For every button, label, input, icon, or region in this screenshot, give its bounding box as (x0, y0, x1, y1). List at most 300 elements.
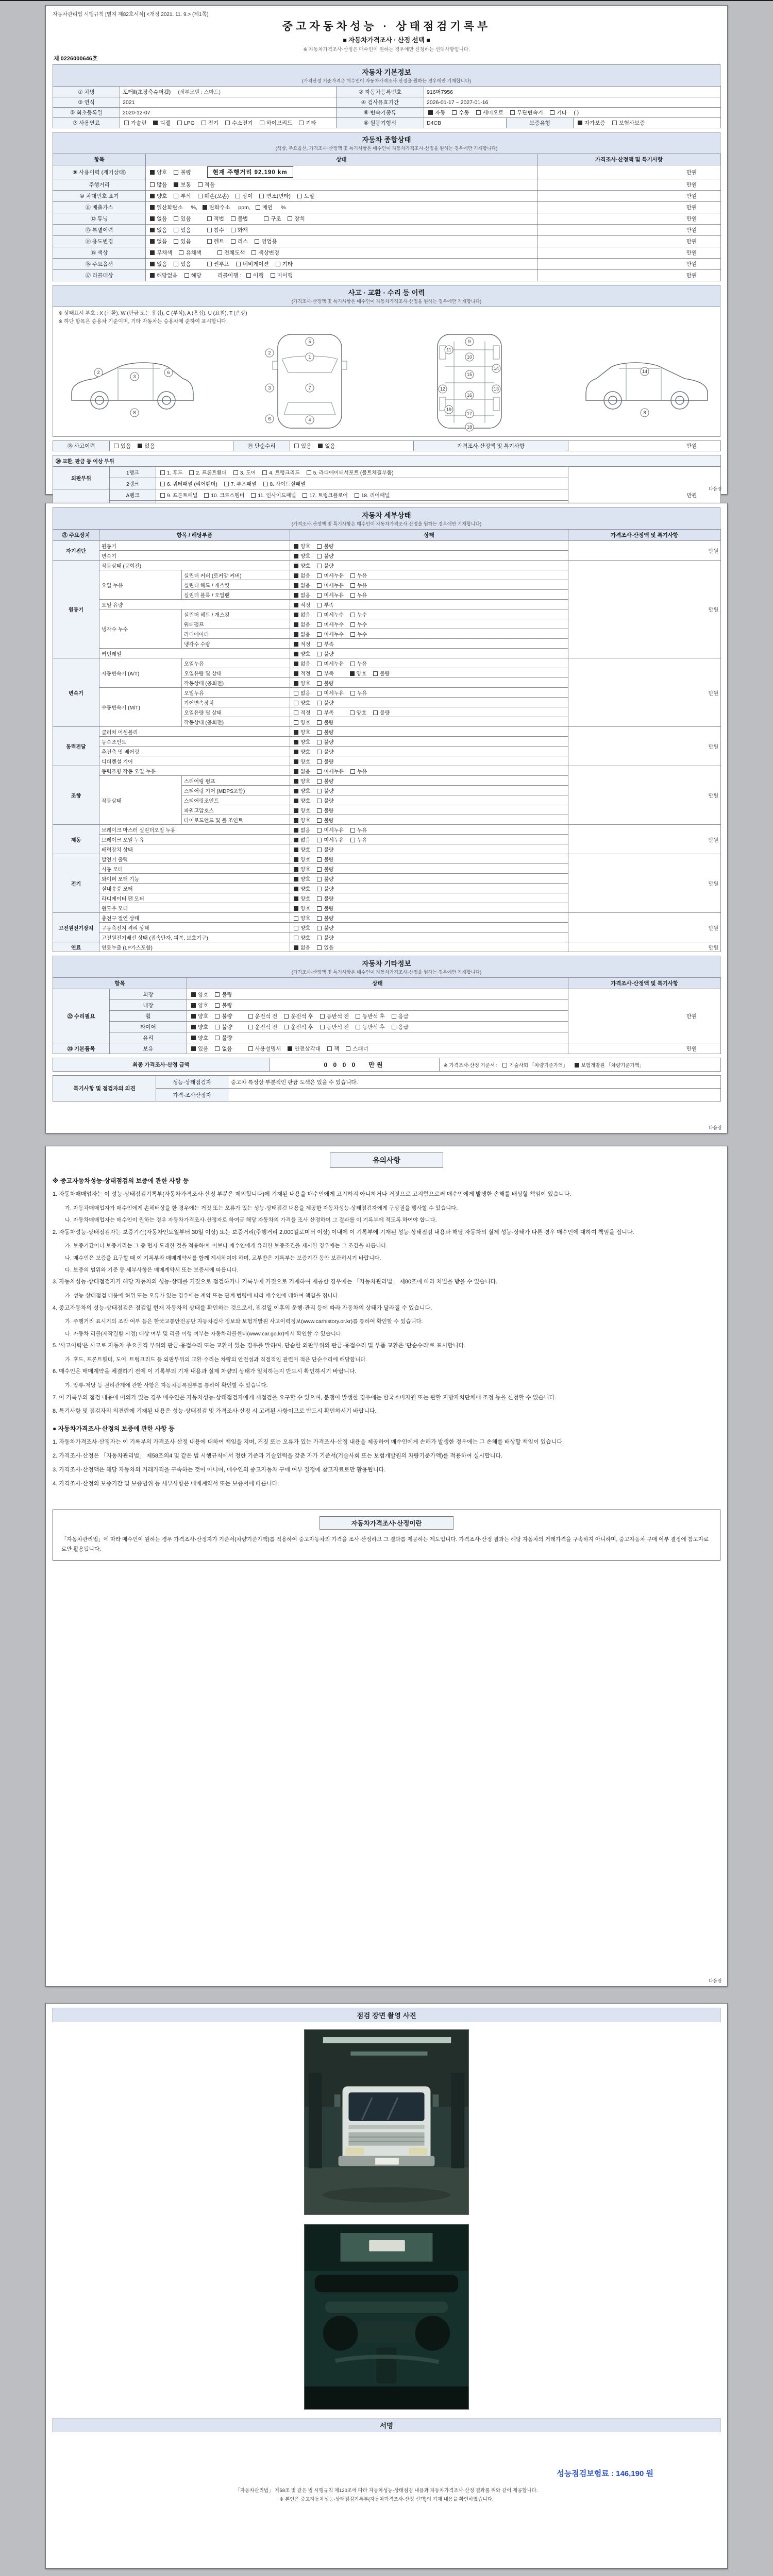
checkbox[interactable] (317, 877, 322, 882)
checkbox[interactable] (225, 121, 230, 125)
checkbox-label: 양호 (300, 808, 311, 814)
checkbox[interactable] (294, 554, 298, 558)
checkbox[interactable] (248, 1025, 253, 1029)
price-cell: 만원 (537, 165, 721, 179)
checkbox[interactable] (207, 239, 212, 244)
page-sheet-3 (45, 1146, 728, 1987)
checkbox[interactable] (271, 273, 275, 278)
checkbox[interactable] (294, 769, 298, 774)
checkbox[interactable] (160, 470, 165, 475)
item-cell: 고전원전기배선 상태 (접속단자, 피복, 보호기구) (99, 933, 290, 942)
checkbox[interactable] (294, 750, 298, 754)
checkbox[interactable] (327, 1046, 332, 1051)
final-price-note (440, 1058, 721, 1072)
row-label: ⑫ 튜닝 (53, 213, 146, 225)
checkbox[interactable] (150, 182, 155, 187)
checkbox[interactable] (476, 110, 481, 115)
checkbox-label: 기타 (556, 110, 567, 116)
checkbox[interactable] (317, 652, 322, 656)
part-cell: 오일누유 (182, 688, 290, 698)
checkbox[interactable] (317, 848, 322, 852)
checkbox-label: 미세누수 (324, 632, 344, 638)
price-cell: 만원 (537, 179, 721, 191)
item-cell: 와이퍼 모터 기능 (99, 874, 290, 884)
checkbox[interactable] (317, 642, 322, 647)
checkbox[interactable] (150, 262, 155, 266)
checkbox[interactable] (284, 1014, 289, 1019)
checkbox[interactable] (294, 916, 298, 921)
checkbox[interactable] (160, 493, 165, 498)
checkbox[interactable] (317, 936, 322, 940)
checkbox[interactable] (318, 444, 323, 448)
item-cell: 오일 누유 (99, 570, 182, 600)
checkbox[interactable] (307, 470, 311, 475)
checkbox[interactable] (294, 613, 298, 617)
checkbox[interactable] (255, 239, 259, 244)
checkbox[interactable] (189, 470, 194, 475)
checkbox[interactable] (294, 720, 298, 725)
state-cell (290, 707, 568, 717)
notice-heading-pricing: ● 자동차가격조사·산정의 보증에 관한 사항 등 (53, 1425, 175, 1433)
checkbox-label: 부족 (324, 602, 334, 608)
panel-number-badge (306, 353, 314, 361)
checkbox[interactable] (350, 838, 355, 842)
notice-subitem: 가. 자동차매매업자가 매수인에게 손해배상을 한 경우에는 거짓 또는 오류가 있는 성능·상태점검 내용을 제공한 자동차성능·상태점검자에게 구상권을 행사할 수 있습니다. (65, 1205, 458, 1211)
checkbox[interactable] (124, 121, 129, 125)
checkbox[interactable] (294, 730, 298, 735)
checkbox-label: 불량 (222, 1024, 232, 1030)
checkbox[interactable] (179, 250, 183, 255)
rank-group-cell: 외판부위 (53, 467, 110, 489)
checkbox[interactable] (160, 482, 165, 486)
checkbox[interactable] (294, 848, 298, 852)
checkbox[interactable] (502, 1063, 507, 1067)
checkbox[interactable] (317, 789, 322, 793)
checkbox-label: 불량 (324, 847, 334, 853)
checkbox[interactable] (191, 992, 196, 997)
checkbox[interactable] (207, 228, 212, 232)
part-cell: 스티어링조인트 (182, 795, 290, 805)
checkbox[interactable] (174, 239, 178, 244)
checkbox[interactable] (297, 194, 302, 198)
checkbox[interactable] (317, 828, 322, 833)
checkbox[interactable] (248, 1014, 253, 1019)
checkbox[interactable] (294, 838, 298, 842)
checkbox[interactable] (317, 818, 322, 823)
checkbox[interactable] (350, 828, 355, 833)
table-header-row (53, 154, 721, 165)
parts-list-cell (156, 467, 568, 478)
other-item-cell: 내장 (110, 1000, 187, 1011)
row-label: ⑮ 색상 (53, 247, 146, 259)
state-text: ( ) (574, 110, 579, 116)
checkbox[interactable] (264, 216, 268, 221)
checkbox[interactable] (317, 544, 322, 549)
checkbox[interactable] (317, 730, 322, 735)
checkbox[interactable] (294, 867, 298, 872)
checkbox[interactable] (350, 710, 355, 715)
checkbox[interactable] (191, 1025, 196, 1029)
table-row (53, 541, 721, 551)
checkbox[interactable] (294, 583, 298, 588)
checkbox[interactable] (317, 710, 322, 715)
checkbox[interactable] (356, 1025, 360, 1029)
checkbox[interactable] (317, 573, 322, 578)
checkbox[interactable] (299, 121, 304, 125)
checkbox-label: 8. 사이드실패널 (270, 482, 306, 487)
state-cell (290, 913, 568, 923)
checkbox[interactable] (207, 262, 212, 266)
checkbox[interactable] (251, 493, 256, 498)
item-cell: 커먼레일 (99, 649, 290, 658)
table-row (53, 165, 721, 179)
checkbox[interactable] (317, 906, 322, 911)
checkbox[interactable] (231, 228, 236, 232)
row-label: ⑪ 배출가스 (53, 202, 146, 213)
state-cell (290, 668, 568, 678)
checkbox[interactable] (294, 877, 298, 882)
checkbox[interactable] (260, 121, 264, 125)
checkbox[interactable] (150, 194, 155, 198)
checkbox[interactable] (150, 205, 155, 210)
checkbox[interactable] (356, 1014, 360, 1019)
section-title: 자동차 기본정보 (362, 69, 411, 76)
checkbox-label: 응급 (398, 1024, 409, 1030)
checkbox[interactable] (248, 1046, 253, 1051)
checkbox[interactable] (174, 182, 178, 187)
checkbox[interactable] (294, 936, 298, 940)
checkbox[interactable] (284, 1025, 289, 1029)
checkbox[interactable] (150, 228, 155, 232)
checkbox[interactable] (317, 554, 322, 558)
checkbox[interactable] (452, 110, 457, 115)
checkbox[interactable] (294, 652, 298, 656)
checkbox-label: 불량 (324, 867, 334, 873)
checkbox-label: 응급 (398, 1013, 409, 1020)
state-cell (290, 835, 568, 844)
checkbox[interactable] (191, 1036, 196, 1040)
state-cell (290, 942, 568, 952)
checkbox[interactable] (294, 808, 298, 813)
checkbox-label: 누유 (357, 769, 367, 775)
checkbox-label: 없음 (300, 573, 311, 579)
checkbox[interactable] (317, 887, 322, 891)
state-cell (290, 541, 568, 551)
checkbox[interactable] (294, 603, 298, 607)
checkbox-label: 양호 (300, 544, 311, 550)
price-cell: 만원 (568, 766, 721, 825)
state-cell (290, 864, 568, 874)
checkbox[interactable] (256, 205, 260, 210)
checkbox[interactable] (231, 239, 236, 244)
checkbox[interactable] (317, 926, 322, 930)
checkbox[interactable] (262, 470, 267, 475)
checkbox[interactable] (317, 916, 322, 921)
checkbox[interactable] (317, 867, 322, 872)
checkbox[interactable] (294, 740, 298, 744)
checkbox[interactable] (174, 228, 178, 232)
checkbox[interactable] (177, 121, 182, 125)
checkbox[interactable] (215, 1025, 220, 1029)
checkbox[interactable] (317, 593, 322, 598)
checkbox[interactable] (150, 170, 155, 175)
notice-item: 2. 자동차성능·상태점검자는 보증기간(자동차인도일부터 30일 이상) 또는 보증거리(주행거리 2,000킬로미터 이상) 이내에 이 기록부에 기재된 성능·상태점검 내용과 해당 자동차의 실제 성능·상태가 다른 경우 매수인에 대하여 책임을 집니다. (53, 1229, 634, 1235)
checkbox[interactable] (317, 603, 322, 607)
checkbox[interactable] (350, 632, 355, 637)
checkbox[interactable] (294, 564, 298, 568)
checkbox[interactable] (294, 789, 298, 793)
checkbox[interactable] (294, 642, 298, 647)
checkbox[interactable] (215, 1036, 220, 1040)
checkbox[interactable] (276, 262, 280, 266)
checkbox[interactable] (317, 691, 322, 696)
signature-area (53, 2432, 720, 2487)
state-cell (290, 590, 568, 600)
checkbox[interactable] (184, 273, 189, 278)
checkbox[interactable] (550, 110, 554, 115)
checkbox[interactable] (150, 250, 155, 255)
notice-item: 6. 매수인은 매매계약을 체결하기 전에 이 기록부의 기재 내용과 실제 차량의 상태가 일치하는지 반드시 확인하시기 바랍니다. (53, 1368, 357, 1375)
checkbox[interactable] (350, 691, 355, 696)
checkbox[interactable] (233, 470, 238, 475)
checkbox[interactable] (317, 632, 322, 637)
checkbox-label: 불량 (379, 710, 390, 716)
checkbox-label: 기타 (306, 120, 316, 126)
checkbox[interactable] (294, 593, 298, 598)
state-cell (146, 247, 537, 259)
checkbox-label: 없음 (300, 622, 311, 628)
checkbox[interactable] (350, 662, 355, 666)
car-name: 포터Ⅱ(초장축슈퍼캡) (123, 89, 171, 95)
checkbox[interactable] (317, 564, 322, 568)
checkbox[interactable] (294, 828, 298, 833)
checkbox[interactable] (294, 701, 298, 705)
checkbox[interactable] (320, 1025, 325, 1029)
checkbox[interactable] (294, 622, 298, 627)
checkbox[interactable] (191, 1003, 196, 1008)
checkbox[interactable] (174, 194, 178, 198)
checkbox[interactable] (215, 1014, 220, 1019)
checkbox-label: 해당없음 (157, 273, 178, 279)
state-text: ppm, (237, 205, 250, 211)
checkbox[interactable] (263, 482, 268, 486)
column-header-price: 가격조사·산정액 및 특기사항 (568, 530, 721, 541)
checkbox[interactable] (294, 444, 299, 448)
system-group-cell: 제동 (53, 825, 99, 854)
checkbox[interactable] (294, 887, 298, 891)
checkbox[interactable] (392, 1025, 396, 1029)
checkbox[interactable] (317, 681, 322, 686)
section-basic-header (53, 64, 720, 86)
checkbox[interactable] (317, 613, 322, 617)
checkbox[interactable] (317, 622, 322, 627)
notice-item: 2. 가격조사·산정은 「자동차관리법」 제58조의4 및 같은 법 시행규칙에서 정한 기준과 기술인력을 갖춘 자가 기준서(기술사회 또는 보험개발원의 차량기준가액)를 적용하여 실시합니다. (53, 1452, 503, 1459)
column-header-state: 상태 (290, 530, 568, 541)
checkbox[interactable] (198, 182, 203, 187)
other-item-cell: 유리 (110, 1032, 187, 1043)
checkbox[interactable] (320, 1014, 325, 1019)
checkbox[interactable] (231, 216, 236, 221)
checkbox[interactable] (428, 110, 433, 115)
checkbox[interactable] (174, 262, 178, 266)
state-cell (187, 1011, 568, 1022)
checkbox[interactable] (191, 1014, 196, 1019)
checkbox[interactable] (203, 205, 207, 210)
checkbox[interactable] (204, 493, 209, 498)
checkbox[interactable] (288, 1046, 292, 1051)
table-row (53, 1043, 721, 1054)
column-header-state: 상태 (187, 978, 568, 989)
checkbox-label: 침수 (213, 227, 224, 233)
checkbox[interactable] (350, 593, 355, 598)
checkbox[interactable] (317, 857, 322, 862)
accident-history-state (110, 441, 233, 451)
checkbox[interactable] (350, 583, 355, 588)
checkbox[interactable] (317, 808, 322, 813)
checkbox[interactable] (317, 662, 322, 666)
checkbox[interactable] (224, 482, 229, 486)
price-cell: 만원 (537, 270, 721, 281)
checkbox[interactable] (317, 769, 322, 774)
checkbox[interactable] (294, 779, 298, 784)
checkbox[interactable] (114, 444, 119, 448)
checkbox[interactable] (317, 945, 322, 950)
checkbox[interactable] (294, 857, 298, 862)
checkbox[interactable] (198, 194, 203, 198)
checkbox[interactable] (317, 799, 322, 803)
checkbox[interactable] (350, 769, 355, 774)
checkbox[interactable] (294, 671, 298, 676)
checkbox-label: 양호 (356, 710, 366, 716)
checkbox-label: 탄화수소 (209, 205, 230, 211)
checkbox[interactable] (215, 1046, 220, 1051)
checkbox[interactable] (317, 838, 322, 842)
row-label: ⑬ 특별이력 (53, 225, 146, 236)
checkbox[interactable] (294, 710, 298, 715)
checkbox[interactable] (251, 250, 256, 255)
checkbox[interactable] (294, 681, 298, 686)
checkbox-label: 양호 (300, 788, 311, 794)
checkbox[interactable] (317, 701, 322, 705)
price-cell: 만원 (568, 658, 721, 727)
checkbox[interactable] (350, 613, 355, 617)
checkbox[interactable] (150, 239, 155, 244)
car-panels-diagram (57, 327, 722, 433)
checkbox[interactable] (294, 896, 298, 901)
checkbox[interactable] (236, 194, 240, 198)
checkbox[interactable] (294, 926, 298, 930)
checkbox[interactable] (303, 493, 307, 498)
checkbox[interactable] (355, 493, 359, 498)
checkbox[interactable] (294, 906, 298, 911)
checkbox[interactable] (350, 573, 355, 578)
checkbox[interactable] (575, 1063, 579, 1067)
checkbox[interactable] (236, 262, 241, 266)
checkbox[interactable] (350, 622, 355, 627)
checkbox[interactable] (191, 1046, 196, 1051)
state-text: ※ 가격조사·산정 기준서 : (444, 1062, 498, 1069)
checkbox[interactable] (215, 992, 220, 997)
checkbox[interactable] (294, 544, 298, 549)
item-cell: 작동상태 (공회전) (99, 561, 290, 570)
checkbox[interactable] (612, 121, 617, 125)
checkbox-label: 적정 (300, 671, 311, 677)
parts-list-cell (156, 489, 568, 501)
transmission-label: ⑥ 변속기종류 (337, 108, 424, 118)
panel-number-badge (445, 346, 453, 354)
table-row (53, 108, 721, 118)
checkbox[interactable] (392, 1014, 396, 1019)
checkbox[interactable] (215, 1003, 220, 1008)
checkbox[interactable] (207, 216, 212, 221)
checkbox[interactable] (153, 121, 158, 125)
checkbox[interactable] (138, 444, 142, 448)
checkbox[interactable] (317, 720, 322, 725)
checkbox[interactable] (317, 671, 322, 676)
checkbox[interactable] (317, 750, 322, 754)
checkbox[interactable] (201, 121, 206, 125)
state-cell (290, 629, 568, 639)
next-page-label[interactable]: 다음장 (708, 486, 722, 492)
checkbox[interactable] (317, 896, 322, 901)
checkbox[interactable] (373, 710, 378, 715)
checkbox-label: 적음 (204, 182, 215, 188)
checkbox[interactable] (294, 632, 298, 637)
checkbox-label: 양호 (300, 798, 311, 804)
checkbox[interactable] (294, 818, 298, 823)
checkbox-label: 적정 (300, 710, 311, 716)
item-cell: 냉각수 누수 (99, 609, 182, 649)
checkbox-label: 양호 (300, 730, 311, 736)
panel-number-badge (130, 409, 139, 417)
checkbox[interactable] (294, 662, 298, 666)
checkbox[interactable] (288, 216, 292, 221)
svg-text:8: 8 (643, 410, 646, 415)
checkbox[interactable] (217, 250, 222, 255)
checkbox-label: 있음 (180, 227, 191, 233)
checkbox[interactable] (294, 691, 298, 696)
column-header-price: 가격조사·산정액 및 특기사항 (537, 154, 721, 165)
next-page-label[interactable]: 다음장 (708, 1125, 722, 1130)
checkbox[interactable] (317, 759, 322, 764)
checkbox[interactable] (346, 1046, 350, 1051)
checkbox[interactable] (174, 216, 178, 221)
checkbox[interactable] (150, 216, 155, 221)
checkbox[interactable] (510, 110, 515, 115)
checkbox[interactable] (373, 671, 378, 676)
checkbox[interactable] (294, 573, 298, 578)
checkbox[interactable] (246, 273, 251, 278)
state-cell (187, 989, 568, 1000)
checkbox[interactable] (578, 121, 582, 125)
checkbox[interactable] (259, 194, 264, 198)
checkbox[interactable] (174, 170, 178, 175)
price-header-cell: 가격조사·산정액 및 특기사항 (414, 441, 568, 451)
checkbox[interactable] (317, 740, 322, 744)
next-page-label[interactable]: 다음장 (708, 1978, 722, 1984)
checkbox[interactable] (294, 799, 298, 803)
checkbox[interactable] (294, 945, 298, 950)
checkbox[interactable] (150, 273, 155, 278)
checkbox[interactable] (294, 759, 298, 764)
checkbox[interactable] (317, 779, 322, 784)
checkbox[interactable] (350, 671, 355, 676)
checkbox-label: 기타 (282, 261, 293, 267)
checkbox[interactable] (317, 583, 322, 588)
table-row (53, 561, 721, 570)
checkbox-label: 운전석 후 (291, 1024, 313, 1030)
checkbox-label: 양호 (300, 847, 311, 853)
